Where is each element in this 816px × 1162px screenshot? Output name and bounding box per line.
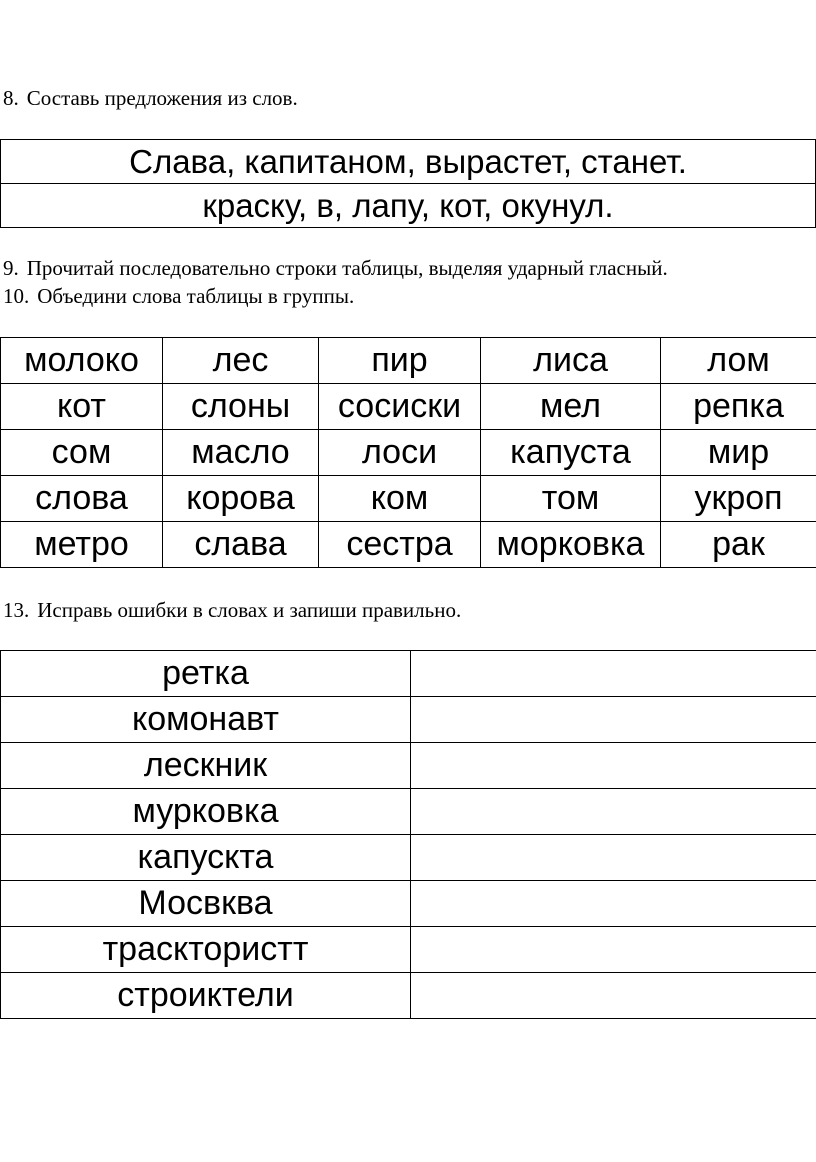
correction-table <box>0 650 816 1019</box>
task-8-instruction <box>3 86 298 110</box>
grid-cell: сом <box>1 430 163 476</box>
grid-cell: масло <box>163 430 319 476</box>
grid-cell: слова <box>1 476 163 522</box>
grid-cell: ком <box>319 476 481 522</box>
grid-cell: корова <box>163 476 319 522</box>
grid-cell: метро <box>1 522 163 568</box>
grid-cell: лоси <box>319 430 481 476</box>
misspelled-word: лескник <box>1 743 411 789</box>
task-9-number: 9. <box>3 256 19 280</box>
table-row <box>1 651 816 697</box>
grid-cell: слава <box>163 522 319 568</box>
answer-cell[interactable] <box>411 835 816 881</box>
grid-cell: мир <box>661 430 816 476</box>
grid-cell: мел <box>481 384 661 430</box>
task-13-instruction <box>3 598 461 622</box>
table-row <box>1 881 816 927</box>
misspelled-word: мурковка <box>1 789 411 835</box>
task-9-text: Прочитай последовательно строки таблицы, выделяя ударный гласный. <box>26 256 668 280</box>
grid-cell: лом <box>661 338 816 384</box>
table-row <box>1 522 816 568</box>
table-row <box>1 973 816 1019</box>
table-row <box>1 384 816 430</box>
grid-cell: пир <box>319 338 481 384</box>
table-row <box>1 338 816 384</box>
grid-cell: слоны <box>163 384 319 430</box>
misspelled-word: трасктористт <box>1 927 411 973</box>
sentence-words-row-1: Слава, капитаном, вырастет, станет. <box>1 140 816 184</box>
grid-cell: укроп <box>661 476 816 522</box>
table-row <box>1 697 816 743</box>
sentence-words-row-2: краску, в, лапу, кот, окунул. <box>1 184 816 228</box>
grid-cell: рак <box>661 522 816 568</box>
table-row <box>1 743 816 789</box>
grid-cell: сосиски <box>319 384 481 430</box>
answer-cell[interactable] <box>411 973 816 1019</box>
answer-cell[interactable] <box>411 881 816 927</box>
sentence-words-table <box>0 139 816 228</box>
task-13-text: Исправь ошибки в словах и запиши правильно. <box>37 598 462 622</box>
grid-cell: молоко <box>1 338 163 384</box>
grid-cell: капуста <box>481 430 661 476</box>
table-row <box>1 789 816 835</box>
table-row <box>1 835 816 881</box>
misspelled-word: строиктели <box>1 973 411 1019</box>
misspelled-word: ретка <box>1 651 411 697</box>
task-13-number: 13. <box>3 598 30 622</box>
task-9-instruction <box>3 256 668 280</box>
answer-cell[interactable] <box>411 789 816 835</box>
table-row <box>1 184 816 228</box>
task-10-number: 10. <box>3 284 30 308</box>
answer-cell[interactable] <box>411 697 816 743</box>
answer-cell[interactable] <box>411 651 816 697</box>
task-10-instruction <box>3 284 354 308</box>
grid-cell: сестра <box>319 522 481 568</box>
grid-cell: репка <box>661 384 816 430</box>
task-10-text: Объедини слова таблицы в группы. <box>37 284 355 308</box>
misspelled-word: Мосвква <box>1 881 411 927</box>
task-8-text: Составь предложения из слов. <box>26 86 298 110</box>
grid-cell: лес <box>163 338 319 384</box>
table-row <box>1 430 816 476</box>
misspelled-word: комонавт <box>1 697 411 743</box>
misspelled-word: капускта <box>1 835 411 881</box>
table-row <box>1 476 816 522</box>
answer-cell[interactable] <box>411 743 816 789</box>
grid-cell: морковка <box>481 522 661 568</box>
task-8-number: 8. <box>3 86 19 110</box>
grid-cell: том <box>481 476 661 522</box>
word-grid-table <box>0 337 816 568</box>
answer-cell[interactable] <box>411 927 816 973</box>
table-row <box>1 140 816 184</box>
table-row <box>1 927 816 973</box>
grid-cell: лиса <box>481 338 661 384</box>
grid-cell: кот <box>1 384 163 430</box>
